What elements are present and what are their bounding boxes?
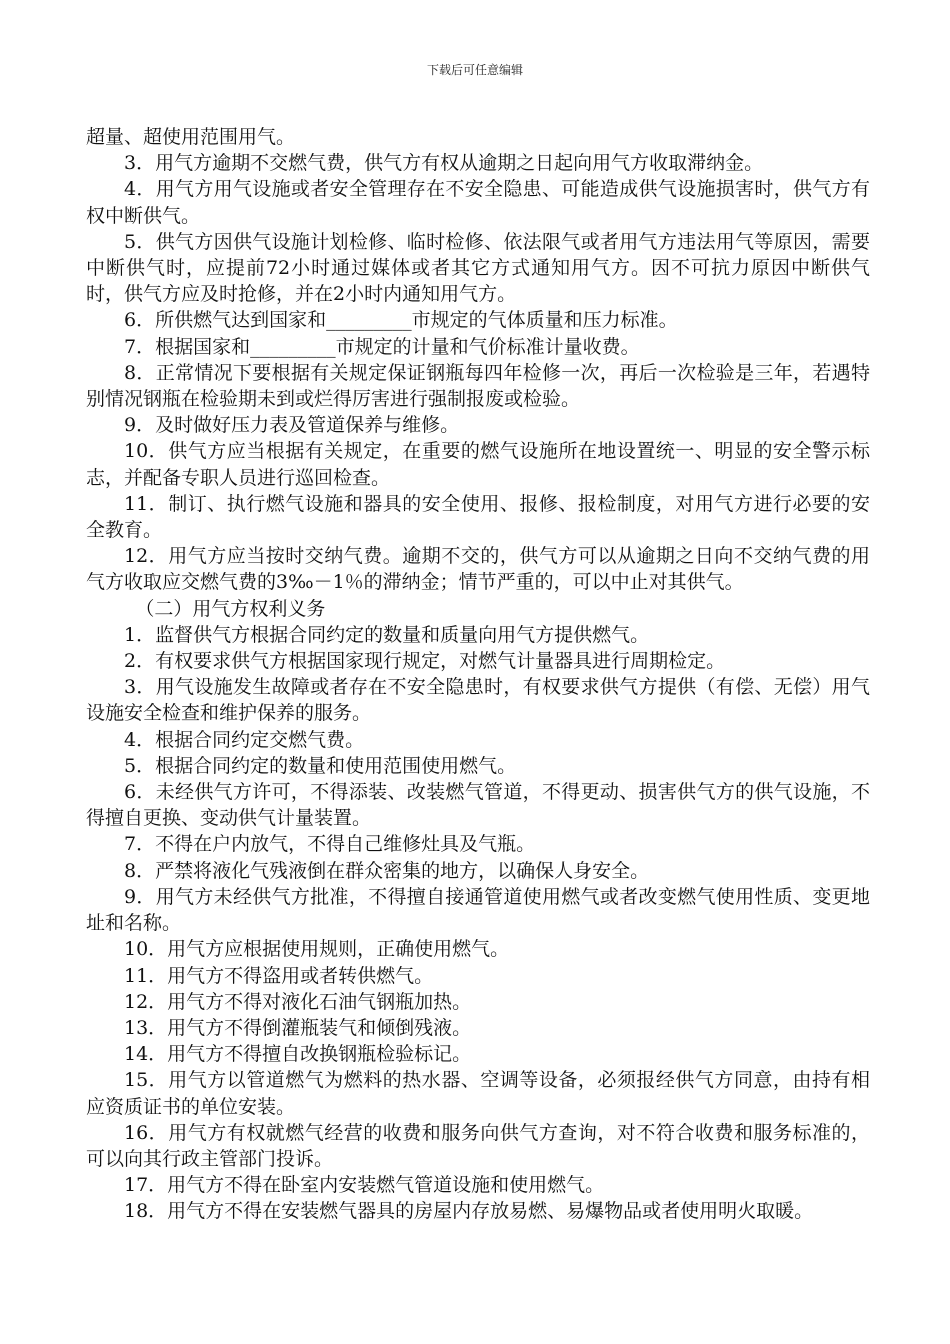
page-header-note: 下载后可任意编辑	[426, 63, 523, 77]
user-item-8: 8．严禁将液化气残液倒在群众密集的地方，以确保人身安全。	[124, 859, 650, 882]
user-item-13: 13．用气方不得倒灌瓶装气和倾倒残液。	[124, 1016, 472, 1039]
provider-item-7: 7．根据国家和_________市规定的计量和气价标准计量收费。	[124, 335, 640, 358]
user-item-5: 5．根据合同约定的数量和使用范围使用燃气。	[124, 754, 517, 777]
user-item-2: 2．有权要求供气方根据国家现行规定，对燃气计量器具进行周期检定。	[124, 650, 726, 673]
provider-item-6: 6．所供燃气达到国家和_________市规定的气体质量和压力标准。	[124, 309, 678, 332]
user-item-17: 17．用气方不得在卧室内安装燃气管道设施和使用燃气。	[124, 1174, 605, 1197]
document-body	[86, 124, 870, 1225]
user-item-15: 15．用气方以管道燃气为燃料的热水器、空调等设备，必须报经供气方同意，由持有相应资质证书的单位安装。	[86, 1069, 870, 1118]
provider-item-12: 12．用气方应当按时交纳气费。逾期不交的，供气方可以从逾期之日向不交纳气费的用气方收取应交燃气费的3‰－1％的滞纳金；情节严重的，可以中止对其供气。	[86, 545, 870, 594]
user-item-14: 14．用气方不得擅自改换钢瓶检验标记。	[124, 1043, 472, 1066]
provider-item-3: 3．用气方逾期不交燃气费，供气方有权从逾期之日起向用气方收取滞纳金。	[124, 152, 764, 175]
provider-item-9: 9．及时做好压力表及管道保养与维修。	[124, 414, 460, 437]
user-item-3: 3．用气设施发生故障或者存在不安全隐患时，有权要求供气方提供（有偿、无偿）用气设施安全检查和维护保养的服务。	[86, 676, 870, 725]
user-item-12: 12．用气方不得对液化石油气钢瓶加热。	[124, 990, 472, 1013]
provider-item-5: 5．供气方因供气设施计划检修、临时检修、依法限气或者用气方违法用气等原因，需要中断供气时，应提前72小时通过媒体或者其它方式通知用气方。因不可抗力原因中断供气时，供气方应及时抢修，并在2小时内通知用气方。	[86, 230, 870, 306]
user-item-11: 11．用气方不得盗用或者转供燃气。	[124, 964, 434, 987]
paragraph-continuation: 超量、超使用范围用气。	[86, 126, 296, 148]
provider-item-11: 11．制订、执行燃气设施和器具的安全使用、报修、报检制度，对用气方进行必要的安全教育。	[86, 492, 870, 542]
provider-item-10: 10．供气方应当根据有关规定，在重要的燃气设施所在地设置统一、明显的安全警示标志，并配备专职人员进行巡回检查。	[86, 440, 870, 489]
user-item-9: 9．用气方未经供气方批准，不得擅自接通管道使用燃气或者改变燃气使用性质、变更地址和名称。	[86, 885, 870, 935]
user-item-7: 7．不得在户内放气，不得自己维修灶具及气瓶。	[124, 833, 536, 856]
section-heading-user-rights: （二）用气方权利义务	[135, 597, 326, 620]
user-item-18: 18．用气方不得在安装燃气器具的房屋内存放易燃、易爆物品或者使用明火取暖。	[124, 1200, 814, 1223]
provider-item-8: 8．正常情况下要根据有关规定保证钢瓶每四年检修一次，再后一次检验是三年，若遇特别情况钢瓶在检验期未到或烂得厉害进行强制报废或检验。	[86, 361, 870, 411]
user-item-10: 10．用气方应根据使用规则，正确使用燃气。	[124, 938, 510, 961]
provider-item-4: 4．用气方用气设施或者安全管理存在不安全隐患、可能造成供气设施损害时，供气方有权中断供气。	[86, 178, 870, 227]
user-item-4: 4．根据合同约定交燃气费。	[124, 728, 365, 751]
user-item-16: 16．用气方有权就燃气经营的收费和服务向供气方查询，对不符合收费和服务标准的，可以向其行政主管部门投诉。	[86, 1121, 870, 1170]
user-item-1: 1．监督供气方根据合同约定的数量和质量向用气方提供燃气。	[124, 623, 650, 646]
user-item-6: 6．未经供气方许可，不得添装、改装燃气管道，不得更动、损害供气方的供气设施，不得擅自更换、变动供气计量装置。	[86, 781, 870, 830]
